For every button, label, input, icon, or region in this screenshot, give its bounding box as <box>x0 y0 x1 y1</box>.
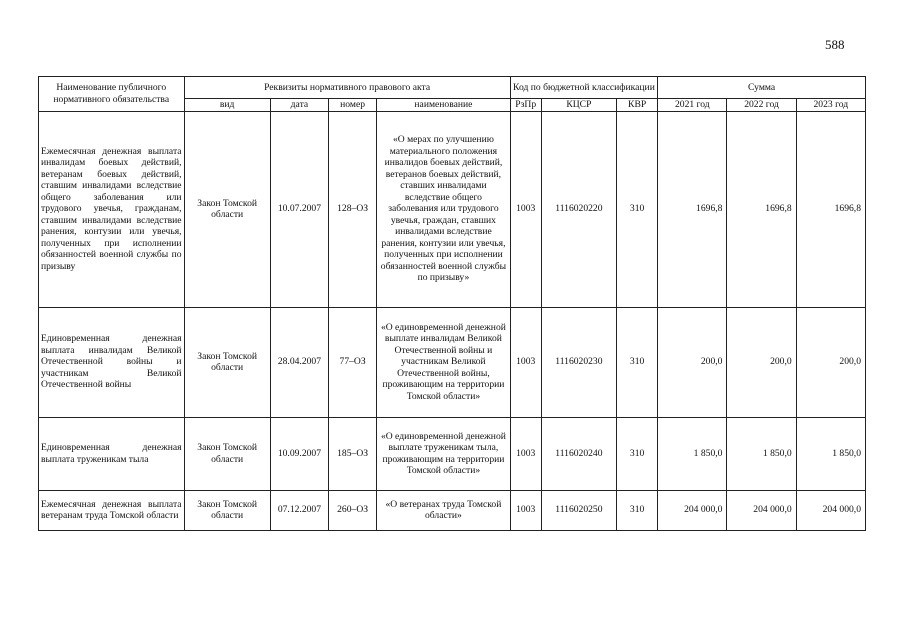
kvr-cell: 310 <box>617 111 658 307</box>
header-year-2023: 2023 год <box>796 99 865 112</box>
sum-2023-cell: 1696,8 <box>796 111 865 307</box>
act-type-cell: Закон Томской области <box>184 111 270 307</box>
sum-2023-cell: 200,0 <box>796 307 865 417</box>
sum-2021-cell: 204 000,0 <box>658 490 727 530</box>
act-date-cell: 07.12.2007 <box>270 490 328 530</box>
obligation-name-cell: Единовременная денежная выплата труженикам тыла <box>39 417 185 490</box>
kvr-cell: 310 <box>617 307 658 417</box>
act-number-cell: 185–ОЗ <box>329 417 377 490</box>
table-row <box>39 417 866 490</box>
rzpr-cell: 1003 <box>510 417 541 490</box>
sum-2023-cell: 1 850,0 <box>796 417 865 490</box>
obligation-name-cell: Ежемесячная денежная выплата ветеранам труда Томской области <box>39 490 185 530</box>
sum-2021-cell: 1 850,0 <box>658 417 727 490</box>
sum-2023-cell: 204 000,0 <box>796 490 865 530</box>
act-date-cell: 10.09.2007 <box>270 417 328 490</box>
header-act-name: наименование <box>377 99 510 112</box>
page-number: 588 <box>825 37 845 52</box>
obligations-table <box>38 76 866 531</box>
kcsr-cell: 1116020240 <box>541 417 616 490</box>
header-number: номер <box>329 99 377 112</box>
kcsr-cell: 1116020230 <box>541 307 616 417</box>
act-type-cell: Закон Томской области <box>184 417 270 490</box>
header-year-2021: 2021 год <box>658 99 727 112</box>
table-row <box>39 111 866 307</box>
sum-2022-cell: 1696,8 <box>727 111 796 307</box>
sum-2021-cell: 1696,8 <box>658 111 727 307</box>
act-number-cell: 77–ОЗ <box>329 307 377 417</box>
header-obligation-name: Наименование публичного нормативного обязательства <box>39 77 185 112</box>
act-name-cell: «О ветеранах труда Томской области» <box>377 490 510 530</box>
kvr-cell: 310 <box>617 490 658 530</box>
kvr-cell: 310 <box>617 417 658 490</box>
obligation-name-cell: Ежемесячная денежная выплата инвалидам боевых действий, ветеранам боевых действий, ставшим инвалидами вследствие общего заболевания или трудового увечья, гражданам, ставшим инвалидами вследствие ранения, контузии или увечья, полученных при исполнении обязанностей военной службы по призыву <box>39 111 185 307</box>
act-type-cell: Закон Томской области <box>184 490 270 530</box>
rzpr-cell: 1003 <box>510 307 541 417</box>
rzpr-cell: 1003 <box>510 111 541 307</box>
header-date: дата <box>270 99 328 112</box>
header-vid: вид <box>184 99 270 112</box>
act-date-cell: 28.04.2007 <box>270 307 328 417</box>
act-number-cell: 128–ОЗ <box>329 111 377 307</box>
act-date-cell: 10.07.2007 <box>270 111 328 307</box>
act-name-cell: «О единовременной денежной выплате труженикам тыла, проживающим на территории Томской области» <box>377 417 510 490</box>
rzpr-cell: 1003 <box>510 490 541 530</box>
header-requisites: Реквизиты нормативного правового акта <box>184 77 510 99</box>
act-name-cell: «О мерах по улучшению материального положения инвалидов боевых действий, ветеранов боевых действий, ставших инвалидами вследствие общего заболевания или трудового увечья, граждан, ставших инвалидами вследствие ранения, контузии или увечья, полученных при исполнении обязанностей военной службы по призыву» <box>377 111 510 307</box>
obligation-name-cell: Единовременная денежная выплата инвалидам Великой Отечественной войны и участникам Великой Отечественной войны <box>39 307 185 417</box>
act-number-cell: 260–ОЗ <box>329 490 377 530</box>
act-type-cell: Закон Томской области <box>184 307 270 417</box>
kcsr-cell: 1116020220 <box>541 111 616 307</box>
sum-2022-cell: 1 850,0 <box>727 417 796 490</box>
header-rzpr: РзПр <box>510 99 541 112</box>
sum-2021-cell: 200,0 <box>658 307 727 417</box>
table-row <box>39 307 866 417</box>
kcsr-cell: 1116020250 <box>541 490 616 530</box>
header-year-2022: 2022 год <box>727 99 796 112</box>
header-sum: Сумма <box>658 77 866 99</box>
table-row <box>39 490 866 530</box>
sum-2022-cell: 200,0 <box>727 307 796 417</box>
act-name-cell: «О единовременной денежной выплате инвалидам Великой Отечественной войны и участникам Великой Отечественной войны, проживающим на территории Томской области» <box>377 307 510 417</box>
header-kvr: КВР <box>617 99 658 112</box>
header-budget-code: Код по бюджетной классификации <box>510 77 658 99</box>
header-kcsr: КЦСР <box>541 99 616 112</box>
sum-2022-cell: 204 000,0 <box>727 490 796 530</box>
